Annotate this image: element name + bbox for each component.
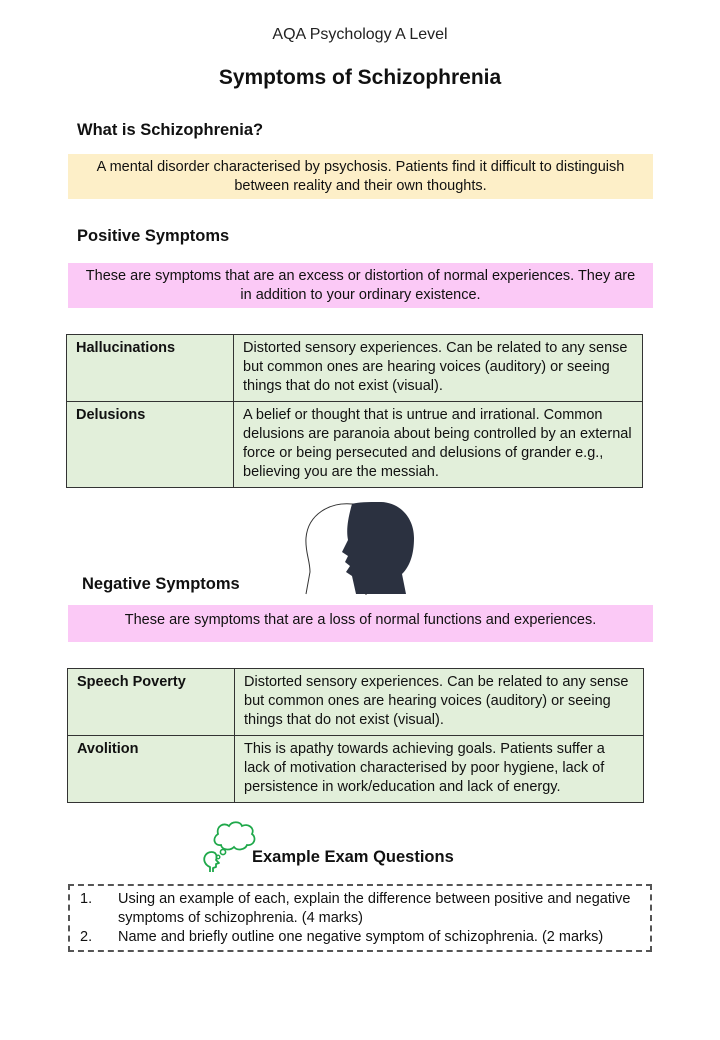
table-row (68, 669, 644, 736)
positive-heading: Positive Symptoms (77, 227, 230, 245)
two-heads-icon (302, 500, 418, 596)
table-row (68, 736, 644, 803)
exam-heading: Example Exam Questions (252, 848, 454, 866)
question-number: 2. (80, 929, 93, 945)
question-number: 1. (80, 891, 93, 907)
symptom-term: Hallucinations (67, 335, 234, 402)
what-is-heading: What is Schizophrenia? (77, 121, 264, 139)
exam-questions-box (68, 884, 652, 952)
list-item (78, 890, 642, 928)
positive-symptoms-table (66, 334, 643, 488)
exam-question-list (78, 890, 642, 947)
symptom-description: Distorted sensory experiences. Can be related to any sense but common ones are hearing voices (auditory) or seeing things that do not exist (visual). (234, 335, 643, 402)
negative-heading: Negative Symptoms (82, 575, 240, 593)
page-subtitle: AQA Psychology A Level (272, 26, 448, 43)
symptom-description: This is apathy towards achieving goals. Patients suffer a lack of motivation characterised by poor hygiene, lack of persistence in work/education and lack of energy. (235, 736, 644, 803)
table-row (67, 335, 643, 402)
thinking-head-icon (200, 820, 258, 876)
symptom-term: Delusions (67, 402, 234, 488)
symptom-description: A belief or thought that is untrue and irrational. Common delusions are paranoia about being controlled by an external force or being persecuted and delusions of grander e.g., believing you are the messiah. (234, 402, 643, 488)
symptom-description: Distorted sensory experiences. Can be related to any sense but common ones are hearing voices (auditory) or seeing things that do not exist (visual). (235, 669, 644, 736)
list-item (78, 928, 642, 947)
negative-summary-box: These are symptoms that are a loss of normal functions and experiences. (68, 605, 653, 642)
question-text: Name and briefly outline one negative symptom of schizophrenia. (2 marks) (118, 929, 604, 945)
negative-symptoms-table (67, 668, 644, 803)
question-text: Using an example of each, explain the difference between positive and negative symptoms of schizophrenia. (4 marks) (118, 891, 631, 926)
definition-box: A mental disorder characterised by psychosis. Patients find it difficult to distinguish between reality and their own thoughts. (68, 154, 653, 199)
page-title: Symptoms of Schizophrenia (218, 66, 502, 89)
symptom-term: Avolition (68, 736, 235, 803)
symptom-term: Speech Poverty (68, 669, 235, 736)
table-row (67, 402, 643, 488)
positive-summary-box: These are symptoms that are an excess or distortion of normal experiences. They are in addition to your ordinary existence. (68, 263, 653, 308)
